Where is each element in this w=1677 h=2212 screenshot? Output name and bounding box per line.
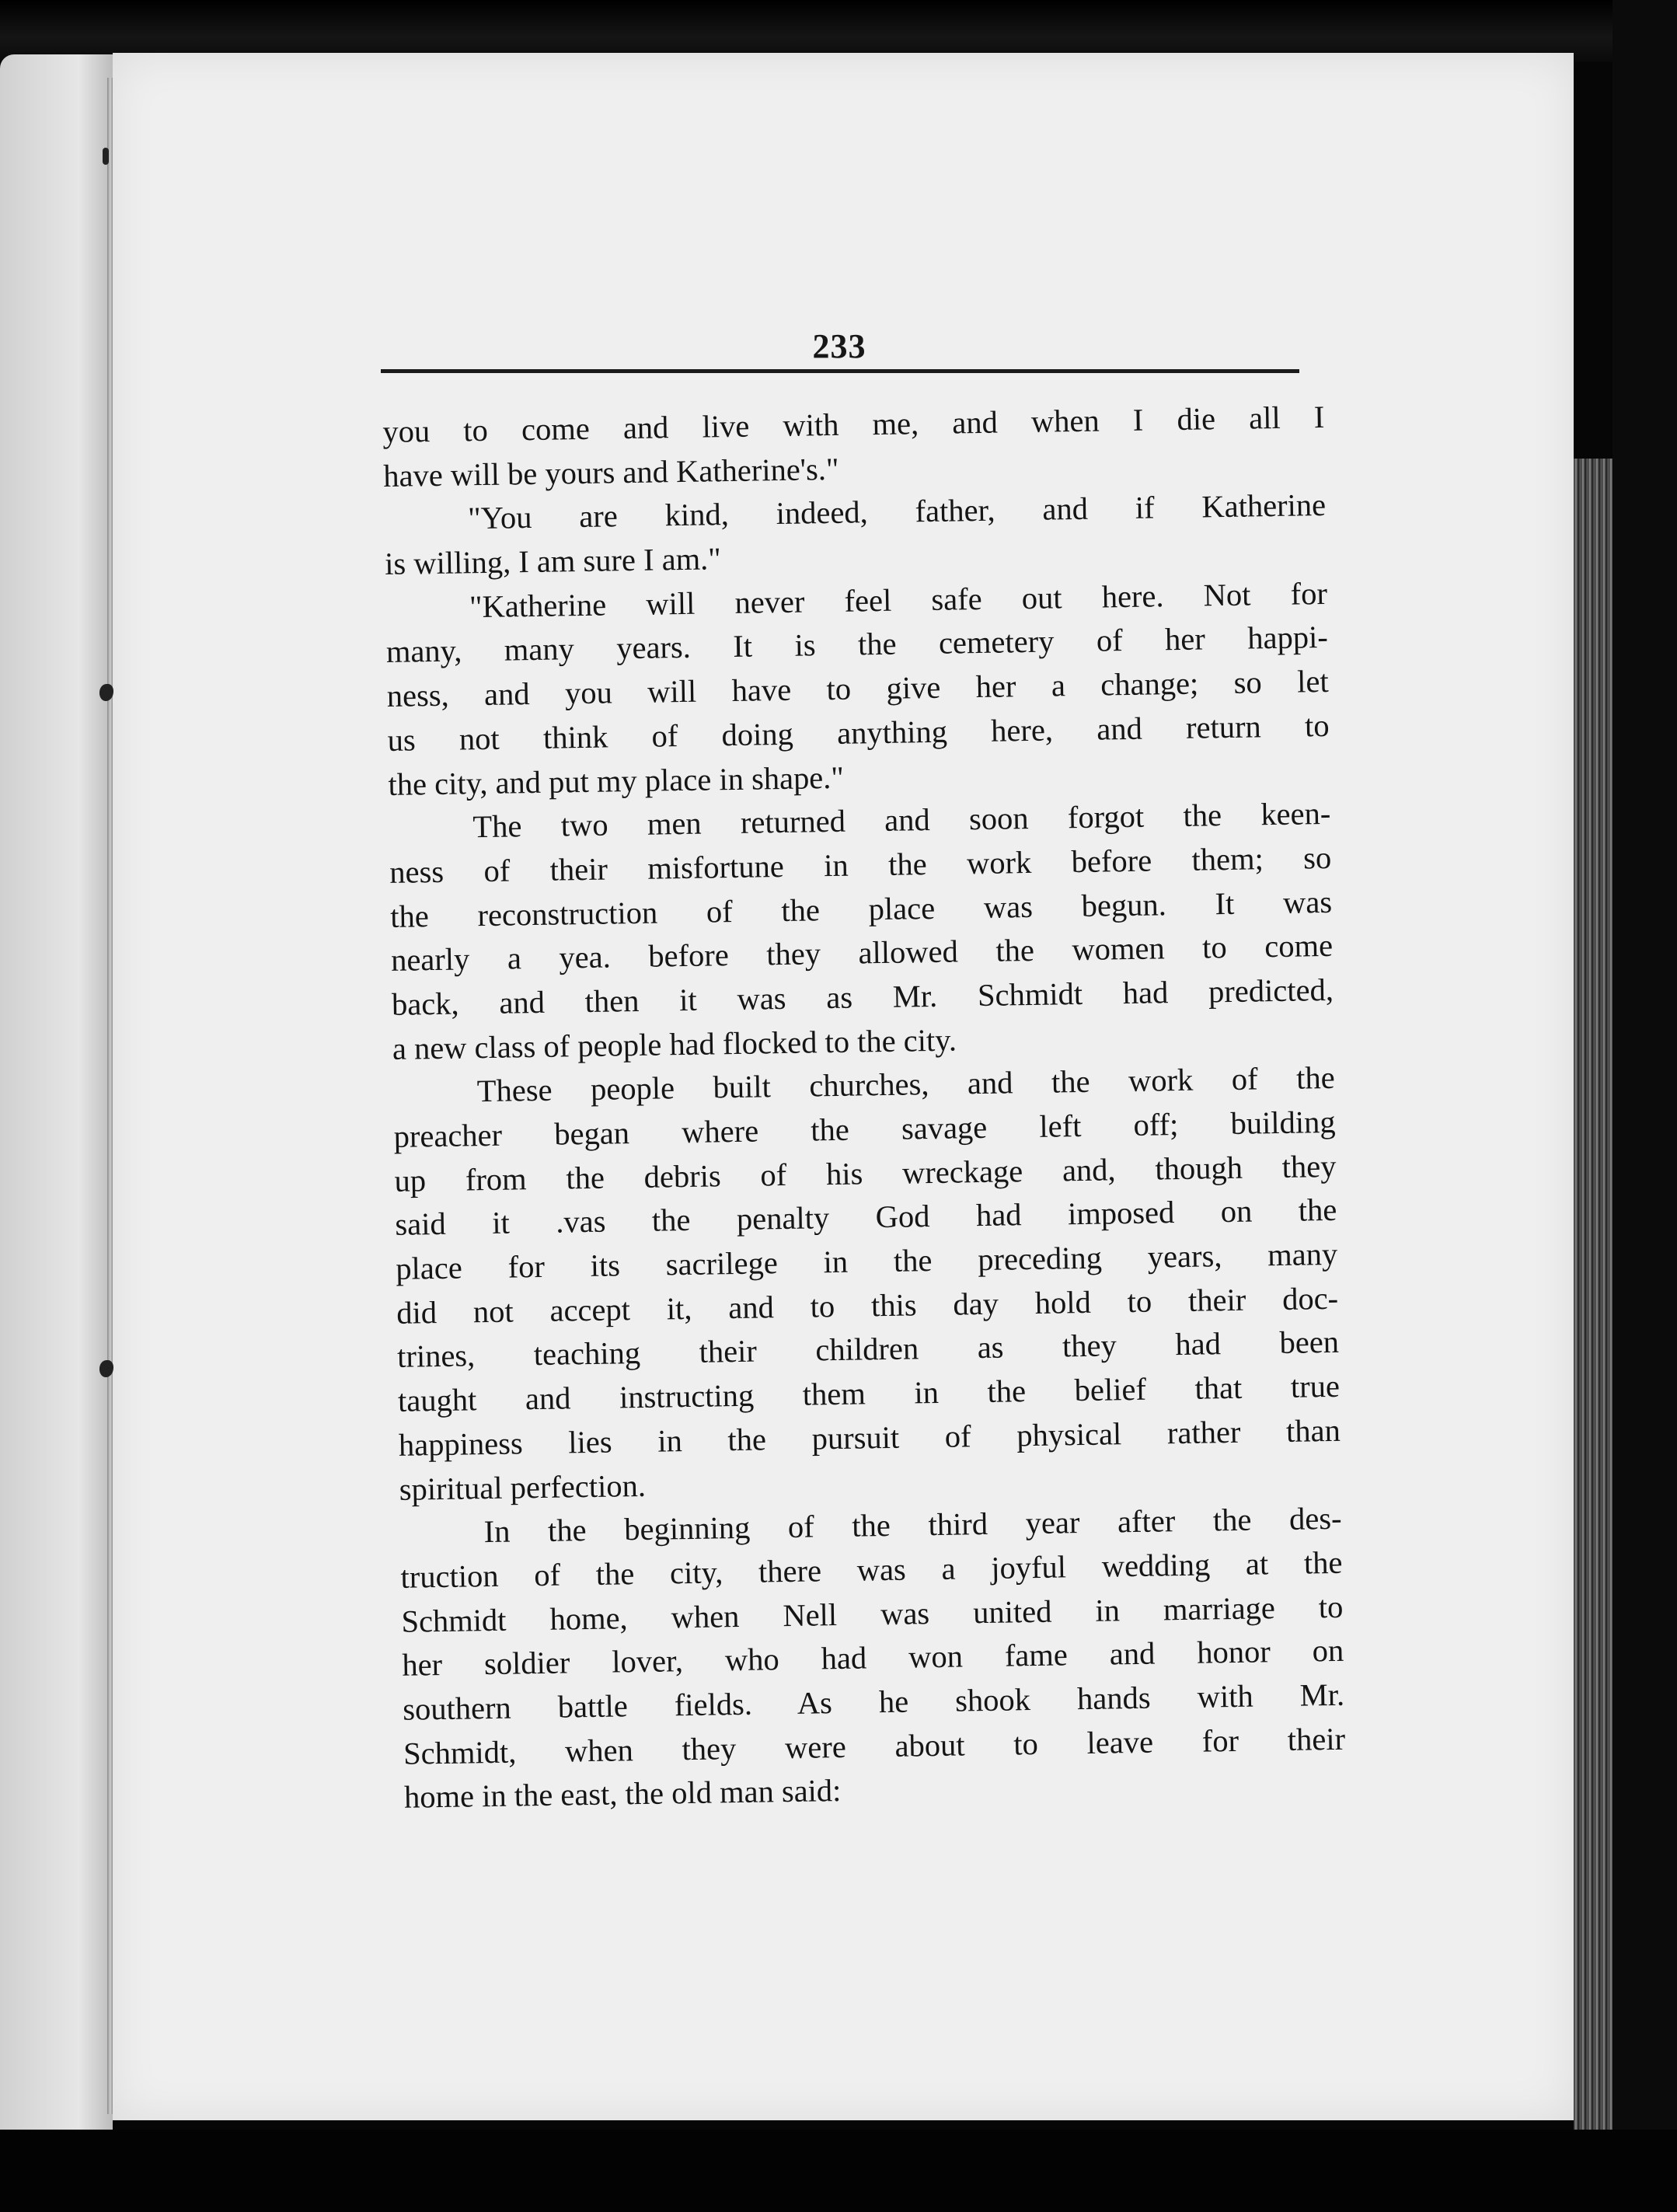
text-line: preacher began where the savage left off; building xyxy=(393,1104,1336,1154)
text-line: nearly a yea. before they allowed the women to come xyxy=(390,928,1334,979)
text-line: trines, teaching their children as they had been xyxy=(396,1324,1340,1375)
bottom-scan-border xyxy=(0,2130,1677,2212)
text-line: These people built churches, and the work of the xyxy=(476,1060,1335,1109)
text-line: The two men returned and soon forgot the keen- xyxy=(472,796,1331,845)
ink-speck xyxy=(103,148,109,165)
text-line: truction of the city, there was a joyful wedding at the xyxy=(400,1544,1343,1595)
text-line: her soldier lover, who had won fame and honor on xyxy=(402,1633,1344,1683)
right-scan-border xyxy=(1612,0,1677,2212)
text-line: the reconstruction of the place was begun. It was xyxy=(389,884,1333,934)
text-line: ness, and you will have to give her a change; so let xyxy=(386,664,1329,714)
text-line: said it .vas the penalty God had imposed on the xyxy=(395,1192,1337,1243)
text-line: Schmidt, when they were about to leave for their xyxy=(403,1721,1346,1771)
text-line: back, and then it was as Mr. Schmidt had predicted, xyxy=(391,972,1334,1022)
text-line: "Katherine will never feel safe out here. Not for xyxy=(469,575,1328,625)
text-line: many, many years. It is the cemetery of her happi- xyxy=(385,619,1329,670)
page-number: 233 xyxy=(812,327,866,365)
text-line: the city, and put my place in shape." xyxy=(388,759,845,802)
text-line: did not accept it, and to this day hold to their doc- xyxy=(396,1280,1339,1331)
left-page-edge xyxy=(0,54,113,2137)
text-line: Schmidt home, when Nell was united in marriage to xyxy=(401,1589,1344,1639)
text-line: taught and instructing them in the belief that true xyxy=(397,1368,1341,1418)
text-line: ness of their misfortune in the work before them; so xyxy=(389,839,1332,890)
text-line: up from the debris of his wreckage and, though they xyxy=(394,1148,1337,1198)
text-line: you to come and live with me, and when I die all I xyxy=(382,399,1325,449)
text-line: place for its sacrilege in the preceding years, many xyxy=(395,1236,1338,1286)
page-edge-stack xyxy=(1574,459,1612,2130)
header-rule xyxy=(381,369,1299,373)
text-line: southern battle fields. As he shook hands with Mr. xyxy=(402,1676,1345,1727)
text-line: us not think of doing anything here, and return to xyxy=(387,707,1330,758)
text-line: "You are kind, indeed, father, and if Katherine xyxy=(467,487,1327,536)
body-text xyxy=(382,396,1346,1820)
text-line: happiness lies in the pursuit of physical rather than xyxy=(398,1412,1341,1463)
text-line: a new class of people had flocked to the city. xyxy=(392,1022,957,1066)
text-line: spiritual perfection. xyxy=(399,1467,647,1507)
text-line: home in the east, the old man said: xyxy=(403,1773,842,1816)
text-line: is willing, I am sure I am." xyxy=(384,541,722,582)
text-line: have will be yours and Katherine's." xyxy=(382,451,839,494)
text-line: In the beginning of the third year after the des- xyxy=(483,1500,1342,1550)
